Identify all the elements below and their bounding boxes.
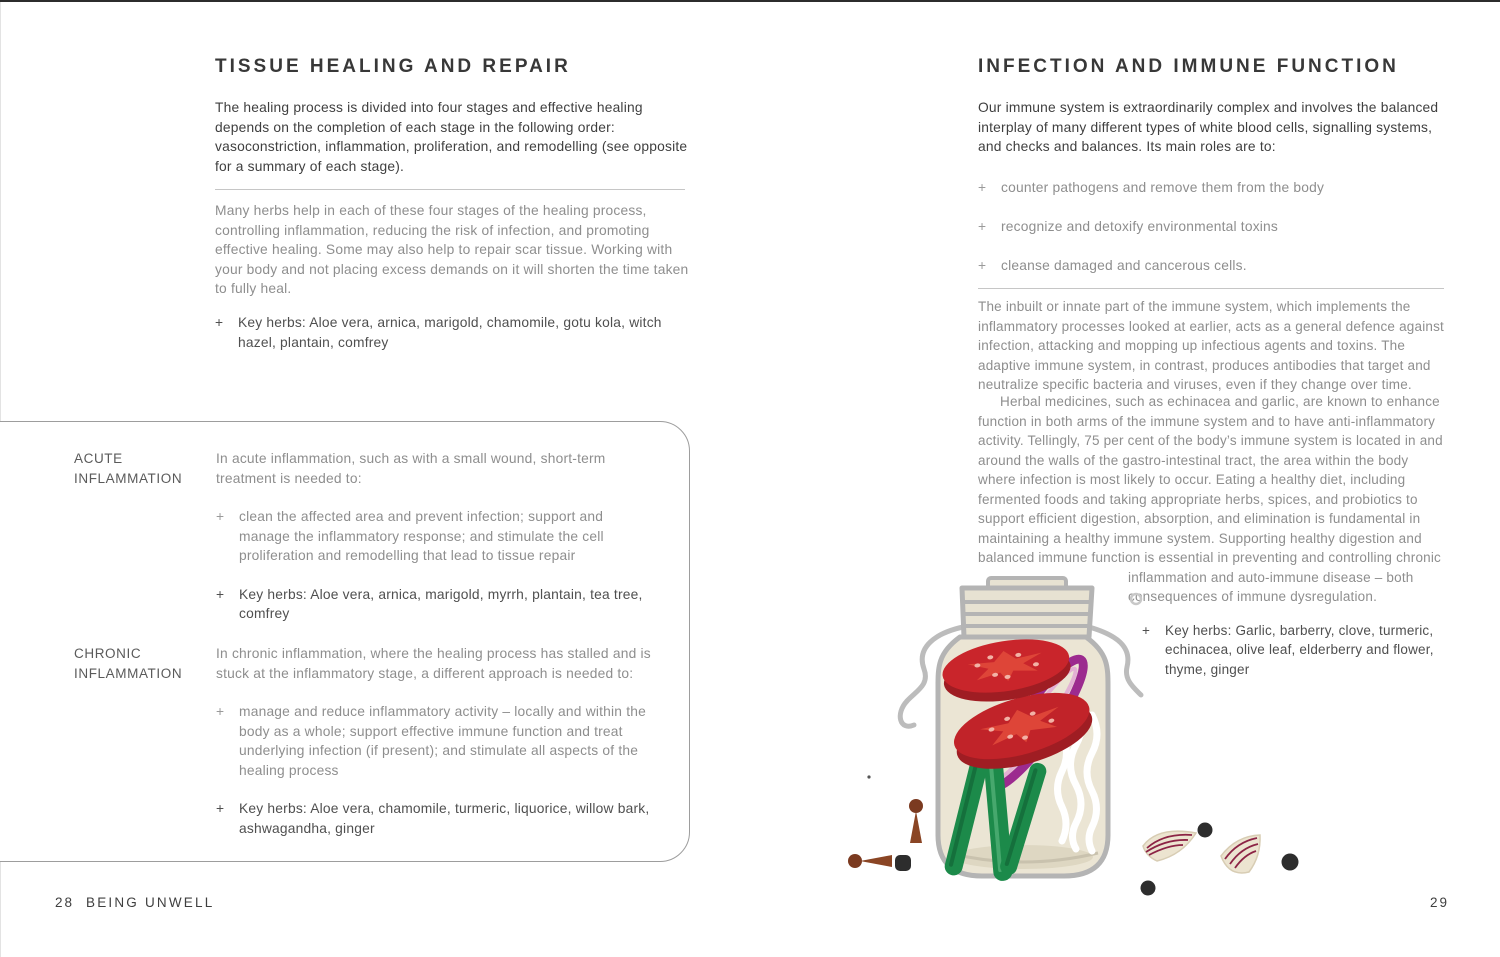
left-key-herbs-bullet (215, 313, 693, 352)
immune-role-bullet-1 (978, 178, 1448, 198)
left-page-title: TISSUE HEALING AND REPAIR (215, 56, 571, 77)
fermentation-jar-svg (840, 575, 1320, 935)
chronic-intro: In chronic inflammation, where the healing process has stalled and is stuck at the inflammatory stage, a different approach is needed to: (216, 646, 651, 681)
immune-role-bullet-3 (978, 256, 1448, 276)
right-divider-rule (978, 288, 1444, 289)
plus-bullet-icon: + (216, 704, 225, 719)
acute-key-herbs-text: Key herbs: Aloe vera, arnica, marigold, myrrh, plantain, tea tree, comfrey (239, 586, 643, 621)
right-page-title: INFECTION AND IMMUNE FUNCTION (978, 56, 1399, 77)
plus-bullet-icon: + (215, 315, 224, 330)
plus-bullet-icon: + (1142, 622, 1151, 638)
left-divider-rule (215, 189, 685, 190)
chronic-key-herbs-text: Key herbs: Aloe vera, chamomile, turmeric, liquorice, willow bark, ashwagandha, ginger (239, 801, 650, 836)
right-body-paragraph-1: The inbuilt or innate part of the immune system, which implements the inflammatory processes looked at earlier, acts as a general defence against infection, attacking and mopping up infectious agents and toxins. The adaptive immune system, in contrast, produces antibodies that target and neutralize specific bacteria and viruses, even if they change over time. (978, 299, 1444, 392)
left-intro-paragraph: The healing process is divided into four stages and effective healing depends on the completion of each stage in the following order: vasoconstriction, inflammation, proliferation, and remodelling (see opposite for a summary of each stage). (215, 100, 688, 174)
chronic-bullet-1-text: manage and reduce inflammatory activity – locally and within the body as a whole; support effective immune function and treat underlying infection (if present); and stimulate all aspects of the healing process (239, 704, 646, 778)
plus-bullet-icon: + (216, 801, 225, 816)
plus-bullet-icon: + (216, 586, 225, 602)
chronic-inflammation-label: CHRONIC INFLAMMATION (74, 646, 183, 681)
right-page-number: 29 (1430, 895, 1450, 910)
acute-bullet-1-text: clean the affected area and prevent infection; support and manage the inflammatory response; and stimulate the cell proliferation and remodelling that lead to tissue repair (239, 509, 604, 563)
right-intro-paragraph: Our immune system is extraordinarily complex and involves the balanced interplay of many different types of white blood cells, signalling systems, and checks and balances. Its main roles are to: (978, 100, 1439, 154)
immune-role-2-text: recognize and detoxify environmental toxins (1001, 219, 1279, 234)
immune-role-bullet-2 (978, 217, 1448, 237)
chronic-inflammation-content (216, 644, 658, 838)
jar-lid (962, 578, 1092, 637)
plus-bullet-icon: + (978, 258, 987, 273)
plus-bullet-icon: + (978, 219, 987, 234)
left-page-number: 28 (55, 895, 75, 910)
right-body-paragraph-2: Herbal medicines, such as echinacea and garlic, are known to enhance function in both arms of the immune system and to have anti-inflammatory activity. Tellingly, 75 per cent of the body’s immune system is located in and around the walls of the gastro-intestinal tract, the area within the body where infection is most likely to occur. Eating a healthy diet, including fermented foods and taking appropriate herbs, spices, and probiotics to support efficient digestion, absorption, and elimination is fundamental in maintaining a healthy immune system. Supporting healthy digestion and balanced immune function is essential in preventing and controlling chronic inflammation and auto-immune disease – both consequences of immune dysregulation. (978, 394, 1443, 604)
plus-bullet-icon: + (216, 509, 225, 524)
immune-role-1-text: counter pathogens and remove them from the body (1001, 180, 1325, 195)
chronic-key-herbs-bullet (216, 799, 658, 838)
garlic-slices (1143, 831, 1260, 873)
acute-inflammation-content (216, 449, 658, 624)
inflammation-info-box (0, 421, 690, 862)
acute-key-herbs-bullet (216, 585, 658, 624)
key-herbs-text: Key herbs: Aloe vera, arnica, marigold, chamomile, gotu kola, witch hazel, plantain, comfrey (238, 315, 662, 350)
acute-inflammation-label: ACUTE INFLAMMATION (74, 451, 183, 486)
immune-role-3-text: cleanse damaged and cancerous cells. (1001, 258, 1247, 273)
chronic-bullet-1 (216, 702, 658, 780)
section-title-footer: BEING UNWELL (86, 895, 215, 910)
plus-bullet-icon: + (978, 180, 987, 195)
acute-bullet-1 (216, 507, 658, 566)
clove-spices (848, 775, 923, 868)
page-top-edge (0, 0, 1500, 2)
fermentation-jar-illustration (840, 575, 1320, 935)
acute-intro: In acute inflammation, such as with a small wound, short-term treatment is needed to: (216, 451, 606, 486)
right-key-herbs-text: Key herbs: Garlic, barberry, clove, turmeric, echinacea, olive leaf, elderberry and flower, thyme, ginger (1165, 622, 1434, 677)
left-body-paragraph: Many herbs help in each of these four stages of the healing process, controlling inflammation, reducing the risk of infection, and promoting effective healing. Some may also help to repair scar tissue. Working with your body and not placing excess demands on it will shorten the time taken to fully heal. (215, 203, 689, 296)
